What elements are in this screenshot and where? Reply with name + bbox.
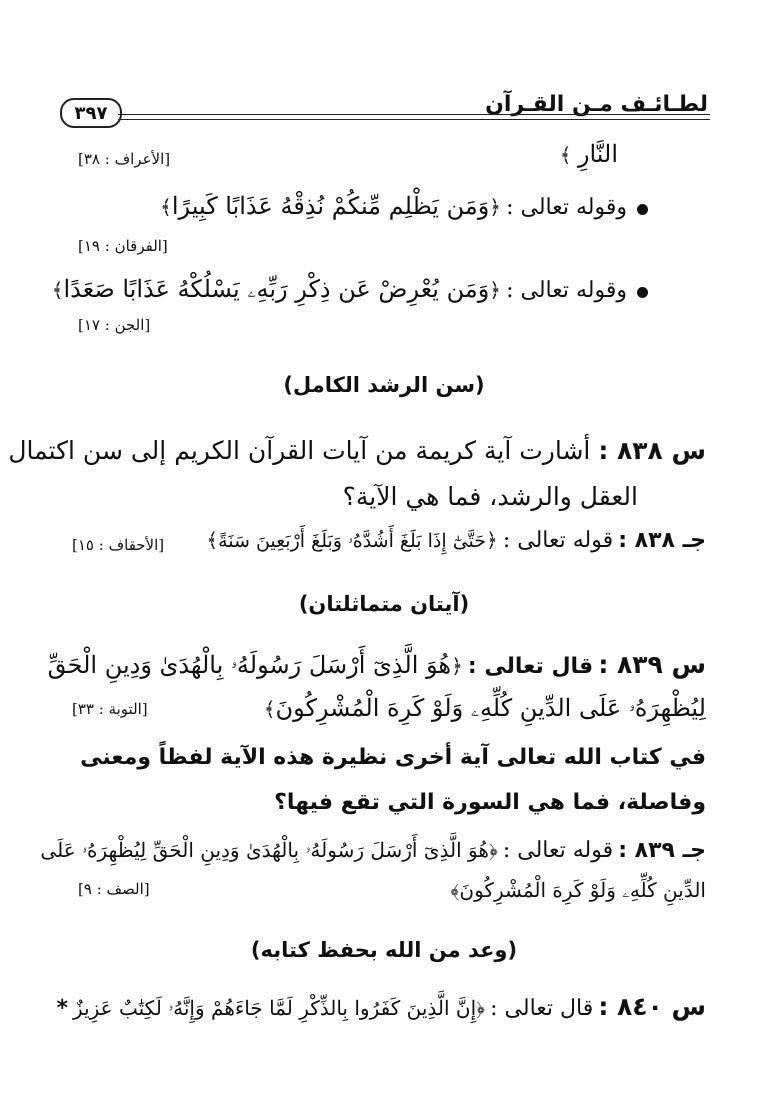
question-label: س ٨٣٩ : bbox=[598, 650, 706, 679]
answer-839-verse bbox=[451, 878, 706, 902]
running-header bbox=[60, 88, 710, 132]
answer-label: جـ ٨٣٩ : bbox=[618, 838, 706, 863]
header-rule-thin bbox=[118, 119, 710, 120]
answer-838 bbox=[206, 528, 706, 553]
section-heading: (آيتان متماثلتان) bbox=[298, 592, 470, 616]
answer-839 bbox=[40, 838, 706, 863]
question-839 bbox=[48, 650, 706, 679]
question-838-cont: العقل والرشد، فما هي الآية؟ bbox=[342, 482, 638, 511]
ornate-bracket-open: ﴿ bbox=[451, 654, 463, 678]
lead-text: قوله تعالى : bbox=[502, 838, 614, 863]
verse-reference: [الأعراف : ٣٨] bbox=[78, 150, 171, 168]
book-title: لطـائـف مـن القـرآن bbox=[485, 92, 708, 117]
quran-text: إِنَّ الَّذِينَ كَفَرُوا بِالذِّكْرِ لَمَّا جَاءَهُمْ وَإِنَّهُۥ لَكِتَٰبٌ عَزِيزٌ bbox=[73, 996, 477, 1020]
verse-fragment bbox=[560, 140, 618, 168]
ornate-bracket-open: ﴿ bbox=[488, 838, 498, 862]
bullet-item bbox=[52, 275, 648, 303]
ornate-bracket-close: ﴾ bbox=[160, 195, 172, 219]
header-rule bbox=[118, 114, 710, 115]
lead-text: وقوله تعالى : bbox=[506, 195, 627, 220]
quran-text: حَتَّىٰٓ إِذَا بَلَغَ أَشُدَّهُۥ وَبَلَغَ أَرْبَعِينَ سَنَةً bbox=[218, 530, 487, 552]
bullet-icon bbox=[637, 204, 648, 215]
ornate-bracket-open: ﴿ bbox=[486, 528, 498, 552]
lead-text: وقوله تعالى : bbox=[506, 278, 627, 303]
ornate-bracket-close: ﴾ bbox=[206, 528, 219, 552]
lead-text: قوله تعالى : bbox=[502, 528, 614, 553]
page-number: ٣٩٧ bbox=[60, 98, 122, 128]
ornate-bracket-open: ﴿ bbox=[489, 195, 502, 219]
star-icon: * bbox=[56, 996, 68, 1021]
question-839-text-cont: وفاصلة، فما هي السورة التي تقع فيها؟ bbox=[274, 790, 706, 815]
bullet-icon bbox=[637, 287, 648, 298]
question-839-verse bbox=[264, 694, 706, 722]
section-heading: (سن الرشد الكامل) bbox=[283, 373, 485, 397]
verse-reference: [الجن : ١٧] bbox=[78, 316, 151, 334]
ornate-bracket-open: ﴿ bbox=[489, 278, 502, 302]
bullet-item bbox=[160, 192, 648, 220]
ornate-bracket-close: ﴾ bbox=[51, 278, 64, 302]
verse-reference: [الفرقان : ١٩] bbox=[78, 237, 168, 255]
section-heading: (وعد من الله بحفظ كتابه) bbox=[250, 938, 518, 962]
question-text: أشارت آية كريمة من آيات القرآن الكريم إلى سن اكتمال bbox=[8, 436, 591, 465]
ornate-bracket-close: ﴾ bbox=[450, 878, 460, 902]
question-label: س ٨٤٠ : bbox=[598, 992, 706, 1021]
quran-text: هُوَ الَّذِىٓ أَرْسَلَ رَسُولَهُۥ بِالْهُدَىٰ وَدِينِ الْحَقِّ لِيُظْهِرَهُۥ عَلَى bbox=[40, 838, 489, 862]
lead-text: قال تعالى : bbox=[490, 996, 594, 1021]
quran-text: الدِّينِ كُلِّهِۦ وَلَوْ كَرِهَ الْمُشْرِكُونَ bbox=[459, 878, 706, 902]
ornate-bracket-open: ﴿ bbox=[476, 996, 486, 1020]
verse-reference: [الأحقاف : ١٥] bbox=[72, 536, 165, 554]
verse-reference: [الصف : ٩] bbox=[78, 880, 150, 898]
verse-reference: [التوبة : ٣٣] bbox=[72, 700, 148, 718]
answer-label: جـ ٨٣٨ : bbox=[618, 528, 706, 553]
question-838 bbox=[8, 436, 706, 465]
quran-text: لِيُظْهِرَهُۥ عَلَى الدِّينِ كُلِّهِۦ وَلَوْ كَرِهَ الْمُشْرِكُونَ bbox=[275, 694, 706, 722]
quran-text: هُوَ الَّذِىٓ أَرْسَلَ رَسُولَهُۥ بِالْهُدَىٰ وَدِينِ الْحَقِّ bbox=[47, 651, 452, 679]
lead-text: قال تعالى : bbox=[467, 654, 594, 679]
quran-text: وَمَن يَظْلِم مِّنكُمْ نُذِقْهُ عَذَابًا كَبِيرًا bbox=[171, 192, 490, 220]
ornate-bracket-close: ﴾ bbox=[263, 697, 276, 721]
ornate-bracket-close: ﴾ bbox=[559, 143, 578, 167]
question-839-text: في كتاب الله تعالى آية أخرى نظيرة هذه الآية لفظاً ومعنى bbox=[80, 745, 706, 770]
quran-text: وَمَن يُعْرِضْ عَن ذِكْرِ رَبِّهِۦ يَسْلُكْهُ عَذَابًا صَعَدًا bbox=[63, 275, 490, 303]
quran-text: النَّارِ bbox=[577, 140, 618, 168]
question-840 bbox=[56, 992, 706, 1021]
question-label: س ٨٣٨ : bbox=[598, 436, 706, 465]
